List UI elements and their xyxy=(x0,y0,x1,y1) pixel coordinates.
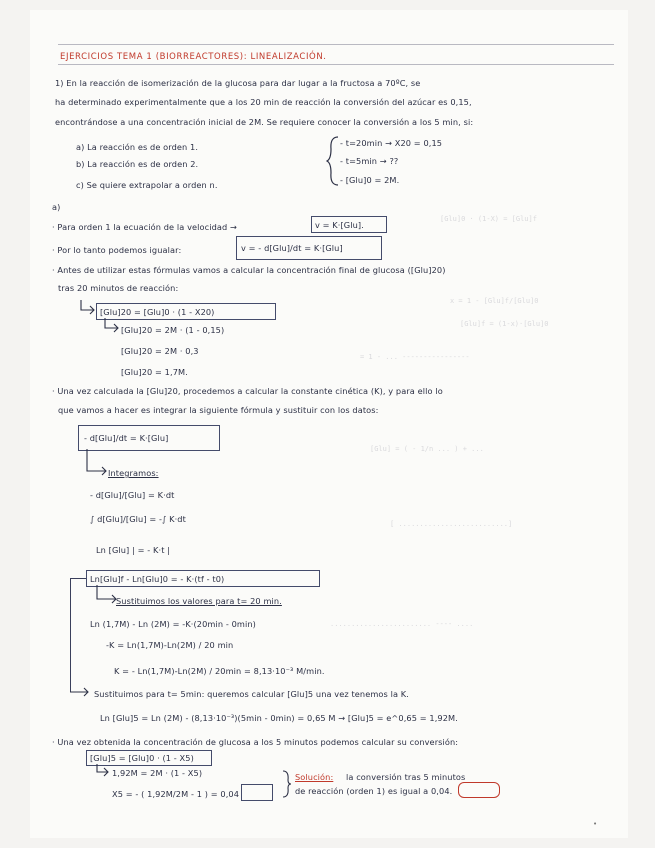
corner-dot: • xyxy=(593,820,598,828)
solution-text-2: de reacción (orden 1) es igual a 0,04. xyxy=(295,786,453,796)
conc-formula-1: [Glu]20 = [Glu]0 · (1 - X20) xyxy=(100,307,215,317)
data-item-3: - [Glu]0 = 2M. xyxy=(340,175,400,185)
option-b: b) La reacción es de orden 2. xyxy=(76,159,199,169)
arrow-l xyxy=(102,318,122,334)
bleed-through: [Glu]0 · (1-X) = [Glu]f xyxy=(440,215,537,223)
bleed-through: ........................ ---- .... xyxy=(330,620,474,628)
paragraph-line-1: · Una vez calculada la [Glu]20, procedemos a calcular la constante cinética (K), y para ello lo xyxy=(52,386,443,396)
integration-step-3: Ln [Glu] | = - K·t | xyxy=(96,545,171,555)
integration-step-1: - d[Glu]/[Glu] = K·dt xyxy=(90,490,175,500)
conversion-step-2: X5 = - ( 1,92M/2M - 1 ) = 0,04 xyxy=(112,789,240,799)
conversion-step-1: 1,92M = 2M · (1 - X5) xyxy=(112,768,203,778)
problem-line-1: 1) En la reacción de isomerización de la glucosa para dar lugar a la fructosa a 70ºC, se xyxy=(55,78,421,88)
paragraph-line-2: que vamos a hacer es integrar la siguiente fórmula y sustituir con los datos: xyxy=(58,405,379,415)
bleed-through: [Glu] = ( - 1/n ... ) + ... xyxy=(370,445,484,453)
equate-text: · Por lo tanto podemos igualar: xyxy=(52,245,182,255)
equate-formula: v = - d[Glu]/dt = K·[Glu] xyxy=(241,243,343,253)
k-step-1: Ln (1,7M) - Ln (2M) = -K·(20min - 0min) xyxy=(90,619,256,629)
glu5-calc: Ln [Glu]5 = Ln (2M) - (8,13·10⁻³)(5min - 0min) = 0,65 M → [Glu]5 = e^0,65 = 1,92M. xyxy=(100,713,458,723)
conc-formula-2: [Glu]20 = 2M · (1 - 0,15) xyxy=(121,325,225,335)
arrow-l xyxy=(78,300,98,316)
data-brace xyxy=(326,135,340,187)
data-item-1: - t=20min → X20 = 0,15 xyxy=(340,138,443,148)
bleed-through: [Glu]f = (1-x)·[Glu]0 xyxy=(460,320,549,328)
problem-line-3: encontrándose a una concentración inicial de 2M. Se requiere conocer la conversión a los 5 min, si: xyxy=(55,117,474,127)
left-bracket xyxy=(70,578,71,692)
bleed-through: [ ..........................] xyxy=(390,520,513,528)
log-eq: Ln[Glu]f - Ln[Glu]0 = - K·(tf - t0) xyxy=(90,574,225,584)
solution-highlight xyxy=(458,782,500,798)
rate-law-formula: v = K·[Glu]. xyxy=(315,220,364,230)
result-box xyxy=(241,784,273,801)
after-20-text: tras 20 minutos de reacción: xyxy=(58,283,179,293)
option-a: a) La reacción es de orden 1. xyxy=(76,142,199,152)
k-step-3: K = - Ln(1,7M)-Ln(2M) / 20min = 8,13·10⁻³ M/min. xyxy=(114,666,325,676)
conversion-intro: · Una vez obtenida la concentración de glucosa a los 5 minutos podemos calcular su conversión: xyxy=(52,737,459,747)
conc-formula-3: [Glu]20 = 2M · 0,3 xyxy=(121,346,199,356)
integration-step-2: ∫ d[Glu]/[Glu] = -∫ K·dt xyxy=(90,514,186,524)
diff-eq: - d[Glu]/dt = K·[Glu] xyxy=(84,433,169,443)
conversion-formula: [Glu]5 = [Glu]0 · (1 - X5) xyxy=(90,753,194,763)
rate-law-text: · Para orden 1 la ecuación de la velocidad → xyxy=(52,222,238,232)
section-label-a: a) xyxy=(52,202,61,212)
substitute-5-label: Sustituimos para t= 5min: queremos calcular [Glu]5 una vez tenemos la K. xyxy=(94,689,409,699)
substitute-20-label: Sustituimos los valores para t= 20 min. xyxy=(116,596,282,606)
data-item-2: - t=5min → ?? xyxy=(340,156,399,166)
k-step-2: -K = Ln(1,7M)-Ln(2M) / 20 min xyxy=(106,640,234,650)
page-title: EJERCICIOS TEMA 1 (BIORREACTORES): LINEALIZACIÓN. xyxy=(60,52,327,62)
problem-line-2: ha determinado experimentalmente que a los 20 min de reacción la conversión del azúcar es 0,15, xyxy=(55,97,472,107)
solution-text-1: la conversión tras 5 minutos xyxy=(346,772,466,782)
solution-brace xyxy=(282,770,292,798)
bracket-arrow xyxy=(70,685,92,699)
integrate-label: Integramos: xyxy=(108,468,159,478)
bleed-through: x = 1 - [Glu]f/[Glu]0 xyxy=(450,297,539,305)
solution-label: Solución: xyxy=(295,772,334,782)
before-text: · Antes de utilizar estas fórmulas vamos a calcular la concentración final de glucosa ([Glu]20) xyxy=(52,265,446,275)
arrow-l xyxy=(94,764,112,778)
option-c: c) Se quiere extrapolar a orden n. xyxy=(76,180,218,190)
left-bracket-top xyxy=(70,578,86,579)
title-rule xyxy=(58,64,614,65)
bleed-through: = 1 - ... ---------------- xyxy=(360,353,470,361)
conc-formula-4: [Glu]20 = 1,7M. xyxy=(121,367,188,377)
header-rule xyxy=(58,44,614,45)
bracket-arrow xyxy=(84,449,110,477)
